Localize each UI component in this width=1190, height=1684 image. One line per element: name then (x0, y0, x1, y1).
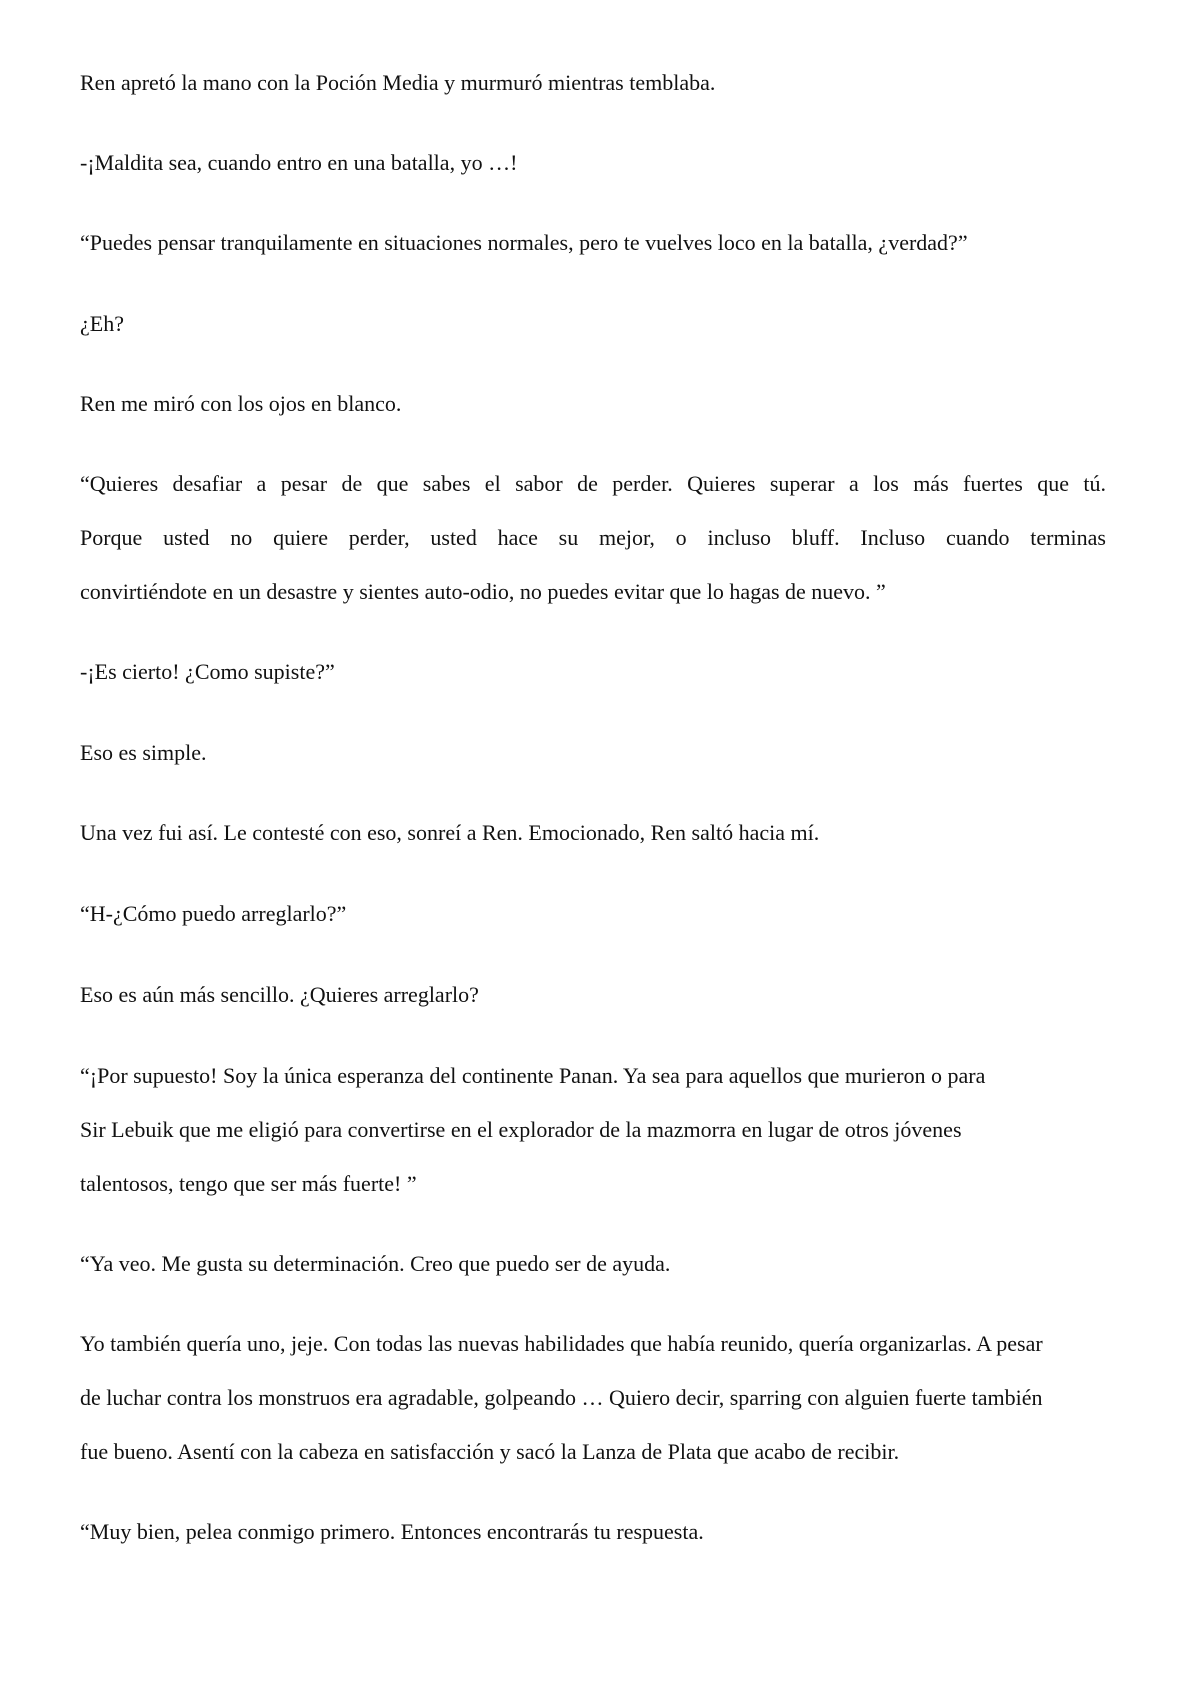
text-line: de luchar contra los monstruos era agradable, golpeando … Quiero decir, sparring con alguien fuerte también (80, 1385, 1043, 1410)
text-line: “¡Por supuesto! Soy la única esperanza del continente Panan. Ya sea para aquellos que murieron o para (80, 1063, 986, 1088)
document-page (80, 0, 1106, 1684)
paragraph-12 (80, 1049, 1106, 1211)
text-line: talentosos, tengo que ser más fuerte! ” (80, 1171, 417, 1196)
paragraph-14 (80, 1317, 1106, 1479)
paragraph-11 (80, 968, 1106, 1022)
paragraph-9 (80, 806, 1106, 860)
paragraph-6 (80, 457, 1106, 619)
text-line: Sir Lebuik que me eligió para convertirse en el explorador de la mazmorra en lugar de otros jóvenes (80, 1117, 962, 1142)
text-line: fue bueno. Asentí con la cabeza en satisfacción y sacó la Lanza de Plata que acabo de recibir. (80, 1439, 900, 1464)
text-line: “Puedes pensar tranquilamente en situaciones normales, pero te vuelves loco en la batalla, ¿verdad?” (80, 230, 968, 255)
text-line: Eso es aún más sencillo. ¿Quieres arreglarlo? (80, 982, 479, 1007)
text-line: Ren apretó la mano con la Poción Media y murmuró mientras temblaba. (80, 70, 716, 95)
text-line: Ren me miró con los ojos en blanco. (80, 391, 402, 416)
text-line: “Quieres desafiar a pesar de que sabes el sabor de perder. Quieres superar a los más fuertes que tú. (80, 471, 1106, 496)
paragraph-15 (80, 1505, 1106, 1559)
text-line: -¡Maldita sea, cuando entro en una batalla, yo …! (80, 150, 518, 175)
paragraph-8 (80, 726, 1106, 780)
paragraph-1 (80, 56, 1106, 110)
paragraph-3 (80, 216, 1106, 270)
text-line: “Muy bien, pelea conmigo primero. Entonces encontrarás tu respuesta. (80, 1519, 704, 1544)
text-line: “H-¿Cómo puedo arreglarlo?” (80, 901, 347, 926)
text-line: convirtiéndote en un desastre y sientes auto-odio, no puedes evitar que lo hagas de nuevo. ” (80, 579, 886, 604)
text-line: Eso es simple. (80, 740, 207, 765)
paragraph-7 (80, 645, 1106, 699)
paragraph-2 (80, 136, 1106, 190)
paragraph-10 (80, 887, 1106, 941)
text-line: Yo también quería uno, jeje. Con todas las nuevas habilidades que había reunido, quería organizarlas. A pesar (80, 1331, 1043, 1356)
text-line: -¡Es cierto! ¿Como supiste?” (80, 659, 335, 684)
text-line: Una vez fui así. Le contesté con eso, sonreí a Ren. Emocionado, Ren saltó hacia mí. (80, 820, 820, 845)
paragraph-13 (80, 1237, 1106, 1291)
paragraph-4 (80, 297, 1106, 351)
paragraph-5 (80, 377, 1106, 431)
text-line: Porque usted no quiere perder, usted hace su mejor, o incluso bluff. Incluso cuando terminas (80, 525, 1106, 550)
text-line: “Ya veo. Me gusta su determinación. Creo que puedo ser de ayuda. (80, 1251, 671, 1276)
text-line: ¿Eh? (80, 311, 124, 336)
